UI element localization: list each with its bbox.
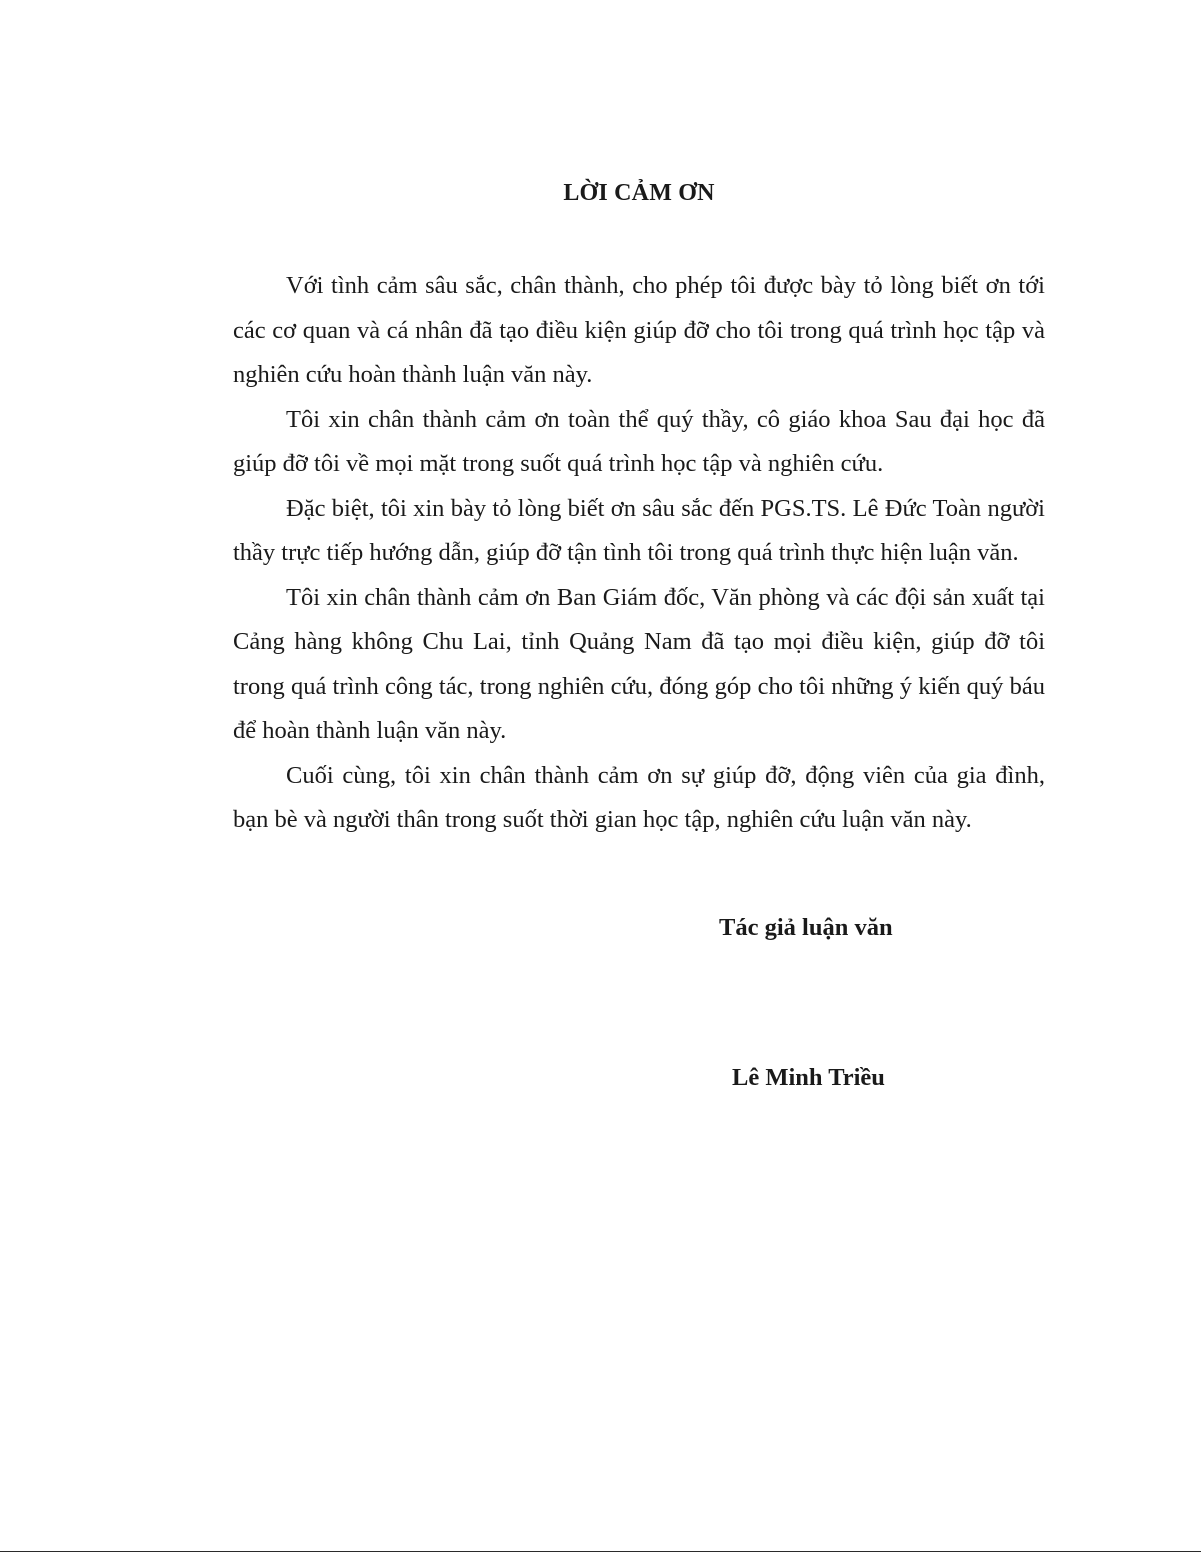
paragraph-3: Đặc biệt, tôi xin bày tỏ lòng biết ơn sâu sắc đến PGS.TS. Lê Đức Toàn người thầy trực tiếp hướng dẫn, giúp đỡ tận tình tôi trong quá trình thực hiện luận văn.	[233, 494, 1045, 566]
paragraph-4: Tôi xin chân thành cảm ơn Ban Giám đốc, Văn phòng và các đội sản xuất tại Cảng hàng không Chu Lai, tỉnh Quảng Nam đã tạo mọi điều kiện, giúp đỡ tôi trong quá trình công tác, trong nghiên cứu, đóng góp cho tôi những ý kiến quý báu để hoàn thành luận văn này.	[233, 583, 1045, 744]
paragraph-1: Với tình cảm sâu sắc, chân thành, cho phép tôi được bày tỏ lòng biết ơn tới các cơ quan và cá nhân đã tạo điều kiện giúp đỡ cho tôi trong quá trình học tập và nghiên cứu hoàn thành luận văn này.	[233, 272, 1045, 388]
page-title: LỜI CẢM ƠN	[563, 180, 715, 206]
signature-title: Tác giả luận văn	[719, 914, 893, 941]
paragraph-2: Tôi xin chân thành cảm ơn toàn thể quý thầy, cô giáo khoa Sau đại học đã giúp đỡ tôi về mọi mặt trong suốt quá trình học tập và nghiên cứu.	[233, 405, 1045, 477]
paragraph-5: Cuối cùng, tôi xin chân thành cảm ơn sự giúp đỡ, động viên của gia đình, bạn bè và người thân trong suốt thời gian học tập, nghiên cứu luận văn này.	[233, 761, 1045, 833]
acknowledgement-body	[233, 264, 1045, 843]
signature-name: Lê Minh Triều	[732, 1064, 885, 1091]
page-bottom-rule	[0, 1551, 1201, 1552]
